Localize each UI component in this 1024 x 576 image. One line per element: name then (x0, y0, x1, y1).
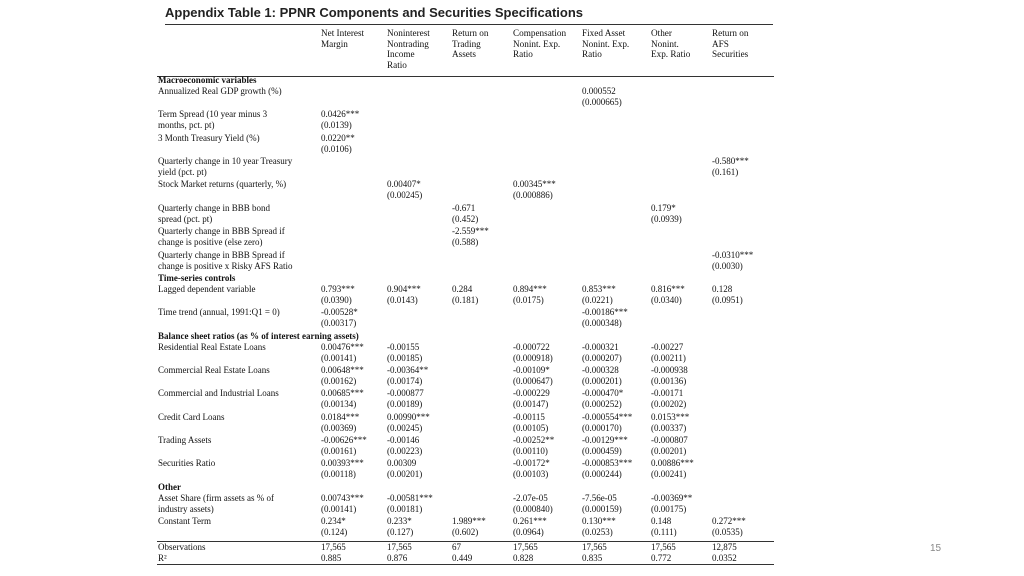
std-error: (0.00136) (651, 375, 687, 386)
row-label: Credit Card Loans (158, 412, 225, 422)
std-error: (0.00181) (387, 503, 423, 514)
std-error: (0.00211) (651, 352, 686, 363)
std-error: (0.000207) (582, 352, 622, 363)
footer-value: 17,565 (321, 542, 346, 552)
row-label: Commercial Real Estate Loans (158, 365, 270, 375)
footer-value: 17,565 (582, 542, 607, 552)
coefficient: -0.00528* (321, 307, 358, 317)
column-header: Noninterest Nontrading Income Ratio (387, 28, 430, 70)
row-label: Commercial and Industrial Loans (158, 388, 279, 398)
coefficient: -0.00172* (513, 458, 550, 468)
std-error: (0.00141) (321, 352, 357, 363)
row-label: Lagged dependent variable (158, 284, 256, 294)
std-error: (0.00245) (387, 189, 423, 200)
std-error: (0.0175) (513, 294, 544, 305)
coefficient: 0.853*** (582, 284, 616, 294)
row-label: Constant Term (158, 516, 211, 526)
std-error: (0.00202) (651, 398, 687, 409)
std-error: (0.00223) (387, 445, 423, 456)
std-error: (0.00147) (513, 398, 549, 409)
coefficient: 1.989*** (452, 516, 486, 526)
std-error: (0.000170) (582, 422, 622, 433)
std-error: (0.000252) (582, 398, 622, 409)
row-label: Annualized Real GDP growth (%) (158, 86, 282, 96)
coefficient: 0.00476*** (321, 342, 364, 352)
std-error: (0.000159) (582, 503, 622, 514)
std-error: (0.00162) (321, 375, 357, 386)
std-error: (0.0964) (513, 526, 544, 537)
coefficient: -7.56e-05 (582, 493, 617, 503)
std-error: (0.00134) (321, 398, 357, 409)
std-error: (0.0390) (321, 294, 352, 305)
coefficient: 0.0220** (321, 133, 355, 143)
coefficient: 0.261*** (513, 516, 547, 526)
footer-value: 17,565 (513, 542, 538, 552)
std-error: (0.588) (452, 236, 479, 247)
std-error: (0.00337) (651, 422, 687, 433)
bottom-rule (157, 564, 774, 565)
footer-value: 0.0352 (712, 553, 737, 563)
std-error: (0.00201) (651, 445, 687, 456)
std-error: (0.00105) (513, 422, 549, 433)
coefficient: -0.0310*** (712, 250, 754, 260)
coefficient: -0.00155 (387, 342, 420, 352)
row-label: Quarterly change in BBB bond spread (pct. pt) (158, 203, 270, 224)
std-error: (0.161) (712, 166, 739, 177)
std-error: (0.0139) (321, 119, 352, 130)
coefficient: 0.0184*** (321, 412, 360, 422)
std-error: (0.000201) (582, 375, 622, 386)
std-error: (0.0030) (712, 260, 743, 271)
coefficient: -0.671 (452, 203, 476, 213)
std-error: (0.0106) (321, 143, 352, 154)
row-label: Quarterly change in BBB Spread if change is positive (else zero) (158, 226, 285, 247)
footer-value: 0.876 (387, 553, 408, 563)
coefficient: -0.00626*** (321, 435, 367, 445)
std-error: (0.602) (452, 526, 479, 537)
coefficient: 0.00309 (387, 458, 417, 468)
std-error: (0.000244) (582, 468, 622, 479)
coefficient: 0.128 (712, 284, 733, 294)
coefficient: -0.00171 (651, 388, 684, 398)
std-error: (0.0939) (651, 213, 682, 224)
coefficient: 0.793*** (321, 284, 355, 294)
coefficient: 0.00685*** (321, 388, 364, 398)
footer-label: R² (158, 553, 167, 563)
std-error: (0.111) (651, 526, 677, 537)
coefficient: 0.0153*** (651, 412, 690, 422)
coefficient: 0.0426*** (321, 109, 360, 119)
std-error: (0.000459) (582, 445, 622, 456)
coefficient: -0.000554*** (582, 412, 633, 422)
coefficient: 0.130*** (582, 516, 616, 526)
section-heading: Time-series controls (158, 273, 236, 283)
coefficient: -0.00227 (651, 342, 684, 352)
coefficient: -0.000853*** (582, 458, 633, 468)
row-label: Quarterly change in BBB Spread if change is positive x Risky AFS Ratio (158, 250, 293, 271)
row-label: Time trend (annual, 1991:Q1 = 0) (158, 307, 280, 317)
std-error: (0.0221) (582, 294, 613, 305)
coefficient: -0.00109* (513, 365, 550, 375)
title-rule (165, 24, 773, 25)
section-heading: Other (158, 482, 181, 492)
std-error: (0.452) (452, 213, 479, 224)
coefficient: -2.559*** (452, 226, 489, 236)
coefficient: -0.580*** (712, 156, 749, 166)
row-label: Residential Real Estate Loans (158, 342, 266, 352)
coefficient: -0.00252** (513, 435, 555, 445)
coefficient: 0.00407* (387, 179, 421, 189)
coefficient: -0.000229 (513, 388, 550, 398)
column-header: Return on AFS Securities (712, 28, 749, 60)
std-error: (0.00201) (387, 468, 423, 479)
coefficient: 0.272*** (712, 516, 746, 526)
std-error: (0.00185) (387, 352, 423, 363)
std-error: (0.00110) (513, 445, 548, 456)
column-header: Return on Trading Assets (452, 28, 489, 60)
coefficient: 0.00345*** (513, 179, 556, 189)
coefficient: -0.000877 (387, 388, 424, 398)
footer-value: 67 (452, 542, 461, 552)
coefficient: 0.000552 (582, 86, 616, 96)
std-error: (0.0535) (712, 526, 743, 537)
coefficient: -2.07e-05 (513, 493, 548, 503)
std-error: (0.00369) (321, 422, 357, 433)
page-number: 15 (930, 543, 942, 554)
row-label: Term Spread (10 year minus 3 months, pct. pt) (158, 109, 268, 130)
row-label: Trading Assets (158, 435, 212, 445)
row-label: Quarterly change in 10 year Treasury yield (pct. pt) (158, 156, 293, 177)
coefficient: -0.000722 (513, 342, 550, 352)
column-header: Net Interest Margin (321, 28, 365, 49)
coefficient: 0.00393*** (321, 458, 364, 468)
footer-value: 17,565 (387, 542, 412, 552)
coefficient: -0.000328 (582, 365, 619, 375)
std-error: (0.00118) (321, 468, 356, 479)
std-error: (0.0951) (712, 294, 743, 305)
std-error: (0.000886) (513, 189, 553, 200)
std-error: (0.000918) (513, 352, 553, 363)
coefficient: -0.00364** (387, 365, 429, 375)
std-error: (0.124) (321, 526, 348, 537)
column-header: Other Nonint. Exp. Ratio (651, 28, 691, 60)
std-error: (0.00174) (387, 375, 423, 386)
coefficient: -0.00186*** (582, 307, 628, 317)
column-header: Compensation Nonint. Exp. Ratio (513, 28, 567, 60)
coefficient: -0.000321 (582, 342, 619, 352)
column-header: Fixed Asset Nonint. Exp. Ratio (582, 28, 630, 60)
table-title: Appendix Table 1: PPNR Components and Securities Specifications (165, 5, 584, 20)
coefficient: 0.179* (651, 203, 676, 213)
coefficient: 0.00743*** (321, 493, 364, 503)
footer-value: 0.772 (651, 553, 672, 563)
std-error: (0.00189) (387, 398, 423, 409)
coefficient: -0.00581*** (387, 493, 433, 503)
std-error: (0.000840) (513, 503, 553, 514)
std-error: (0.00175) (651, 503, 687, 514)
row-label: Stock Market returns (quarterly, %) (158, 179, 287, 189)
section-heading: Balance sheet ratios (as % of interest earning assets) (158, 331, 359, 341)
footer-value: 0.828 (513, 553, 534, 563)
footer-value: 17,565 (651, 542, 676, 552)
coefficient: -0.000938 (651, 365, 688, 375)
std-error: (0.00241) (651, 468, 687, 479)
coefficient: 0.233* (387, 516, 412, 526)
coefficient: 0.00886*** (651, 458, 694, 468)
std-error: (0.000665) (582, 96, 622, 107)
std-error: (0.00141) (321, 503, 357, 514)
std-error: (0.00245) (387, 422, 423, 433)
std-error: (0.00103) (513, 468, 549, 479)
std-error: (0.000647) (513, 375, 553, 386)
std-error: (0.0340) (651, 294, 682, 305)
row-label: 3 Month Treasury Yield (%) (158, 133, 260, 143)
footer-value: 0.835 (582, 553, 603, 563)
coefficient: -0.00115 (513, 412, 545, 422)
std-error: (0.00317) (321, 317, 357, 328)
coefficient: -0.000470* (582, 388, 624, 398)
std-error: (0.0143) (387, 294, 418, 305)
std-error: (0.127) (387, 526, 414, 537)
footer-value: 12,875 (712, 542, 737, 552)
coefficient: -0.00369** (651, 493, 693, 503)
observations-rule (157, 541, 774, 542)
coefficient: 0.234* (321, 516, 346, 526)
section-heading: Macroeconomic variables (158, 75, 257, 85)
coefficient: 0.894*** (513, 284, 547, 294)
footer-value: 0.449 (452, 553, 473, 563)
coefficient: 0.148 (651, 516, 672, 526)
row-label: Asset Share (firm assets as % of industry assets) (158, 493, 274, 514)
footer-label: Observations (158, 542, 206, 552)
std-error: (0.000348) (582, 317, 622, 328)
coefficient: 0.00990*** (387, 412, 430, 422)
coefficient: -0.00146 (387, 435, 420, 445)
coefficient: -0.000807 (651, 435, 688, 445)
row-label: Securities Ratio (158, 458, 216, 468)
coefficient: 0.816*** (651, 284, 685, 294)
coefficient: 0.00648*** (321, 365, 364, 375)
std-error: (0.00161) (321, 445, 357, 456)
std-error: (0.181) (452, 294, 479, 305)
coefficient: -0.00129*** (582, 435, 628, 445)
coefficient: 0.284 (452, 284, 473, 294)
coefficient: 0.904*** (387, 284, 421, 294)
footer-value: 0.885 (321, 553, 342, 563)
std-error: (0.0253) (582, 526, 613, 537)
